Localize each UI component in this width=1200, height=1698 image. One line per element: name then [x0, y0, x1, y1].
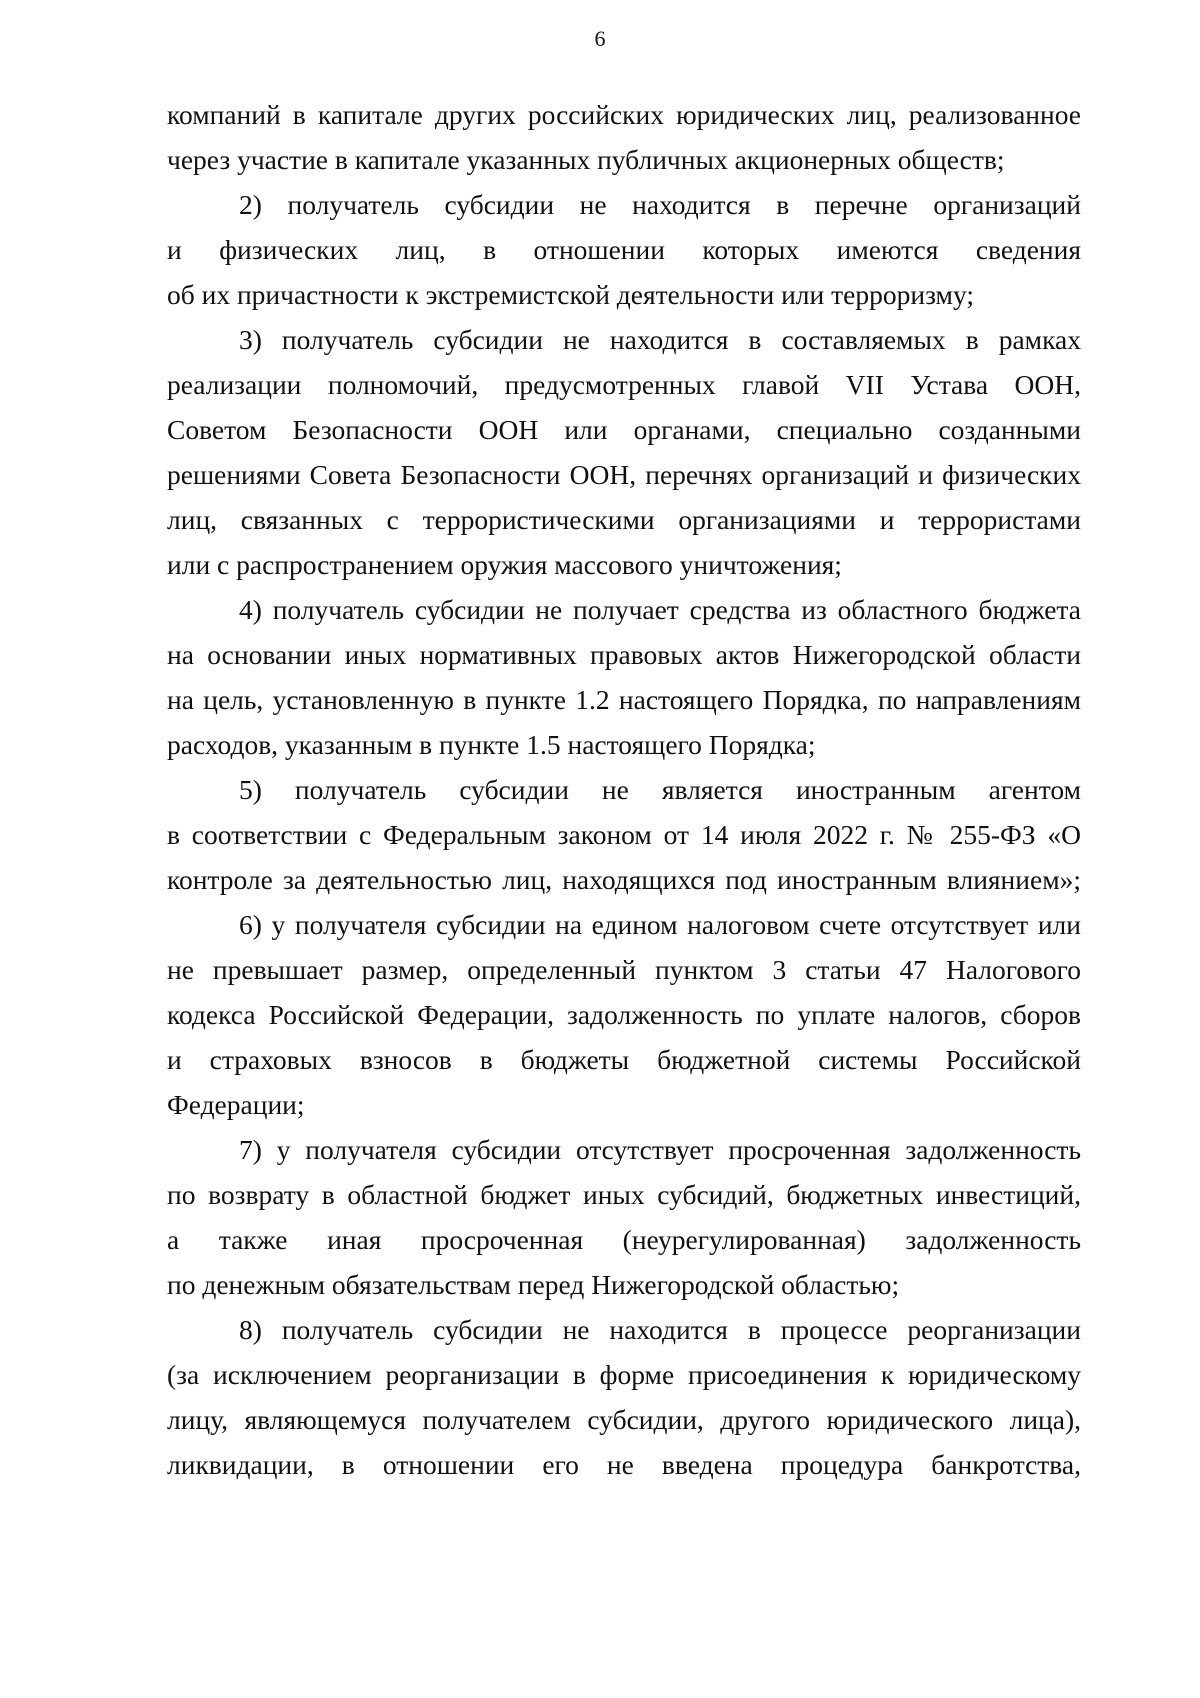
text-line: ликвидации, в отношении его не введена процедура банкротства,	[167, 1449, 1081, 1480]
text-line: 8) получатель субсидии не находится в процессе реорганизации	[239, 1314, 1081, 1345]
text-line: решениями Совета Безопасности ООН, перечнях организаций и физических	[167, 459, 1081, 490]
text-line: и страховых взносов в бюджеты бюджетной системы Российской	[167, 1044, 1081, 1075]
text-line: через участие в капитале указанных публичных акционерных обществ;	[167, 144, 1005, 175]
text-line: 7) у получателя субсидии отсутствует просроченная задолженность	[239, 1134, 1081, 1165]
text-line: лиц, связанных с террористическими организациями и террористами	[167, 504, 1081, 535]
text-line: не превышает размер, определенный пунктом 3 статьи 47 Налогового	[167, 954, 1081, 985]
text-line: по денежным обязательствам перед Нижегородской областью;	[167, 1269, 900, 1300]
text-line: по возврату в областной бюджет иных субсидий, бюджетных инвестиций,	[167, 1179, 1081, 1210]
text-line: компаний в капитале других российских юридических лиц, реализованное	[167, 99, 1081, 130]
text-line: (за исключением реорганизации в форме присоединения к юридическому	[167, 1359, 1081, 1390]
text-line: об их причастности к экстремистской деятельности или терроризму;	[167, 279, 974, 310]
text-line: 2) получатель субсидии не находится в перечне организаций	[239, 189, 1081, 220]
text-line: лицу, являющемуся получателем субсидии, другого юридического лица),	[167, 1404, 1081, 1435]
text-line: расходов, указанным в пункте 1.5 настоящего Порядка;	[167, 729, 816, 760]
document-body	[167, 92, 1081, 1487]
text-line: 4) получатель субсидии не получает средства из областного бюджета	[239, 594, 1081, 625]
text-line: или с распространением оружия массового уничтожения;	[167, 549, 842, 580]
text-line: Советом Безопасности ООН или органами, специально созданными	[167, 414, 1081, 445]
text-line: реализации полномочий, предусмотренных главой VII Устава ООН,	[167, 369, 1081, 400]
text-line: 3) получатель субсидии не находится в составляемых в рамках	[239, 324, 1081, 355]
text-line: на цель, установленную в пункте 1.2 настоящего Порядка, по направлениям	[167, 684, 1081, 715]
text-line: в соответствии с Федеральным законом от 14 июля 2022 г. № 255-ФЗ «О	[167, 819, 1081, 850]
text-line: на основании иных нормативных правовых актов Нижегородской области	[167, 639, 1081, 670]
text-line: и физических лиц, в отношении которых имеются сведения	[167, 234, 1081, 265]
text-line: 6) у получателя субсидии на едином налоговом счете отсутствует или	[239, 909, 1081, 940]
text-line: 5) получатель субсидии не является иностранным агентом	[239, 774, 1081, 805]
text-line: а также иная просроченная (неурегулированная) задолженность	[167, 1224, 1081, 1255]
text-line: кодекса Российской Федерации, задолженность по уплате налогов, сборов	[167, 999, 1081, 1030]
page-number: 6	[594, 26, 606, 51]
text-line: Федерации;	[167, 1089, 305, 1120]
text-line: контроле за деятельностью лиц, находящихся под иностранным влиянием»;	[167, 864, 1081, 895]
